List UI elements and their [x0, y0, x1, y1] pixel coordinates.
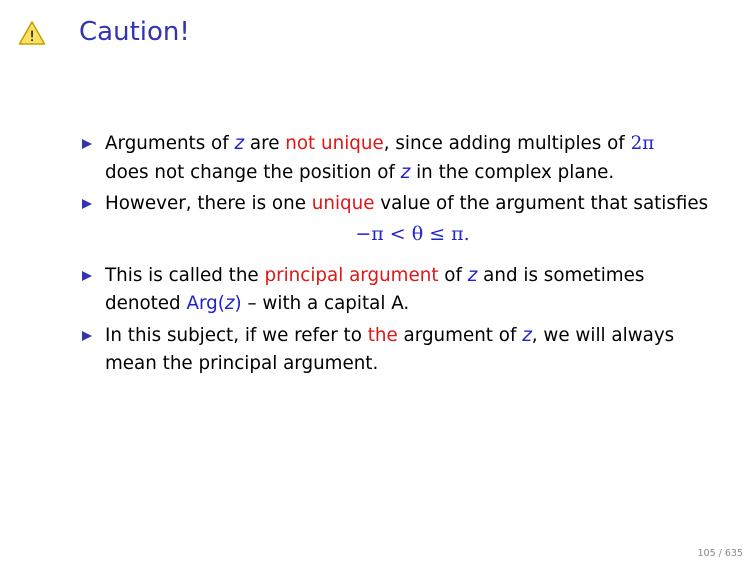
bullet-triangle-icon — [82, 139, 92, 149]
text-segment: However, there is one — [105, 193, 312, 214]
bullet-triangle-icon — [82, 199, 92, 209]
text-segment: argument of — [397, 324, 523, 346]
list-item — [80, 130, 710, 187]
text-segment: – with a capital A. — [241, 293, 410, 314]
slide-title: Caution! — [79, 17, 190, 47]
page-number: 105 / 635 — [697, 548, 743, 559]
bullet-triangle-icon — [82, 271, 92, 281]
slide-header — [0, 0, 756, 70]
math-expression: 2π — [630, 133, 655, 154]
highlight-text: not unique — [285, 133, 384, 154]
text-segment: and is sometimes denoted — [105, 264, 645, 314]
math-variable: z — [467, 264, 478, 286]
text-segment: This is called the — [105, 264, 265, 286]
math-variable: z — [234, 133, 245, 154]
text-segment: Arguments of — [105, 133, 235, 154]
text-segment: , we will always mean the principal argument. — [105, 324, 675, 374]
text-segment: are — [244, 133, 286, 154]
math-function: ) — [234, 293, 242, 314]
math-function: Arg( — [186, 293, 225, 314]
math-variable: z — [522, 324, 532, 346]
text-segment: , since adding multiples of — [383, 133, 631, 154]
text-segment: in the complex plane. — [410, 161, 615, 183]
bullet-triangle-icon — [82, 331, 92, 341]
list-item — [80, 190, 710, 249]
warning-glyph: ! — [29, 29, 35, 45]
bullet-list — [80, 130, 710, 382]
display-equation: −π < θ ≤ π. — [355, 222, 470, 245]
text-segment: value of the argument that satisfies — [374, 193, 709, 214]
warning-icon — [18, 20, 46, 46]
highlight-text: the — [367, 324, 398, 346]
highlight-text: principal argument — [264, 264, 439, 286]
math-variable: z — [400, 161, 411, 183]
text-segment: of — [438, 264, 468, 286]
text-segment: does not change the position of — [105, 161, 401, 183]
list-item — [80, 322, 710, 379]
highlight-text: unique — [311, 193, 375, 214]
text-segment: In this subject, if we refer to — [105, 324, 368, 346]
math-variable: z — [224, 293, 235, 314]
list-item — [80, 262, 710, 319]
